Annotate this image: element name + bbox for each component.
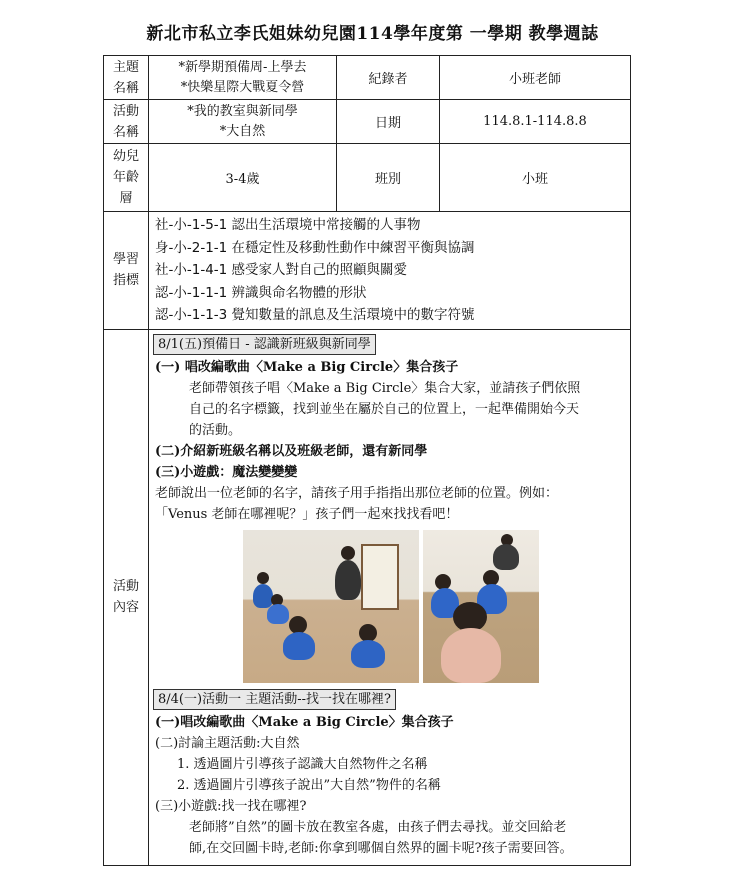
paragraph-line: 的活動。	[189, 422, 242, 438]
date-value: 114.8.1-114.8.8	[440, 100, 631, 144]
day1-item3-title: (三)小遊戲：魔法變變變	[155, 464, 298, 480]
day1-item2-title: (二)介紹新班級名稱以及班級老師，還有新同學	[155, 443, 428, 459]
list-item: 1. 透過圖片引導孩子認識大自然物件之名稱	[177, 756, 428, 772]
classroom-game-photo	[423, 530, 539, 683]
guide-item: 社-小-1-4-1 感受家人對自己的照顧與關愛	[155, 262, 408, 278]
guide-item: 身-小-2-1-1 在穩定性及移動性動作中練習平衡與協調	[155, 239, 475, 256]
theme-label: 主題 名稱	[104, 56, 149, 100]
document-title: 新北市私立李氏姐妹幼兒園114學年度第 一學期 教學週誌	[146, 24, 599, 44]
classroom-circle-photo	[243, 530, 419, 683]
activity-row	[104, 100, 631, 144]
paragraph-line: 老師帶領孩子唱〈Make a Big Circle〉集合大家，並請孩子們依照	[189, 380, 581, 396]
guide-item: 社-小-1-5-1 認出生活環境中常接觸的人事物	[155, 217, 421, 233]
age-label: 幼兒 年齡 層	[104, 144, 149, 212]
age-value: 3-4歲	[149, 144, 337, 212]
paragraph-line: 老師將”自然”的圖卡放在教室各處，由孩子們去尋找。並交回給老	[189, 819, 567, 835]
recorder-label: 紀錄者	[337, 56, 440, 100]
guide-row	[104, 212, 631, 330]
class-value: 小班	[440, 144, 631, 212]
day1-header: 8/1(五)預備日 - 認識新班級與新同學	[153, 334, 376, 355]
day1-item1-title: (一) 唱改編歌曲〈Make a Big Circle〉集合孩子	[155, 359, 459, 375]
theme-row	[104, 56, 631, 100]
day2-item1-title: (一)唱改編歌曲〈Make a Big Circle〉集合孩子	[155, 714, 454, 730]
activity-content	[149, 329, 631, 865]
guide-item: 認-小-1-1-3 覺知數量的訊息及生活環境中的數字符號	[155, 307, 475, 323]
content-row	[104, 329, 631, 865]
teaching-log-table	[103, 55, 631, 866]
recorder-value: 小班老師	[440, 56, 631, 100]
day2-item2-title: (二)討論主題活動:大自然	[155, 735, 300, 751]
date-label: 日期	[337, 100, 440, 144]
activity-label: 活動 名稱	[104, 100, 149, 144]
guide-item: 認-小-1-1-1 辨識與命名物體的形狀	[155, 284, 367, 301]
guide-list	[149, 212, 631, 330]
list-item: 2. 透過圖片引導孩子說出”大自然”物件的名稱	[177, 777, 441, 793]
paragraph-line: 「Venus 老師在哪裡呢？」孩子們一起來找找看吧！	[155, 506, 459, 522]
age-row	[104, 144, 631, 212]
content-label: 活動 內容	[104, 329, 149, 865]
activity-photos	[243, 530, 624, 683]
day2-header: 8/4(一)活動一 主題活動--找一找在哪裡?	[153, 689, 396, 710]
easel-board	[361, 544, 399, 610]
day2-item3-title: (三)小遊戲:找一找在哪裡?	[155, 798, 307, 814]
class-label: 班別	[337, 144, 440, 212]
activity-value: *我的教室與新同學 *大自然	[149, 100, 337, 144]
paragraph-line: 老師說出一位老師的名字，請孩子用手指指出那位老師的位置。例如：	[155, 485, 559, 501]
paragraph-line: 師,在交回圖卡時,老師:你拿到哪個自然界的圖卡呢?孩子需要回答。	[189, 840, 573, 856]
theme-value: *新學期預備周-上學去 *快樂星際大戰夏令營	[149, 56, 337, 100]
guide-label: 學習 指標	[104, 212, 149, 330]
paragraph-line: 自己的名字標籤，找到並坐在屬於自己的位置上，一起準備開始今天	[189, 401, 580, 417]
